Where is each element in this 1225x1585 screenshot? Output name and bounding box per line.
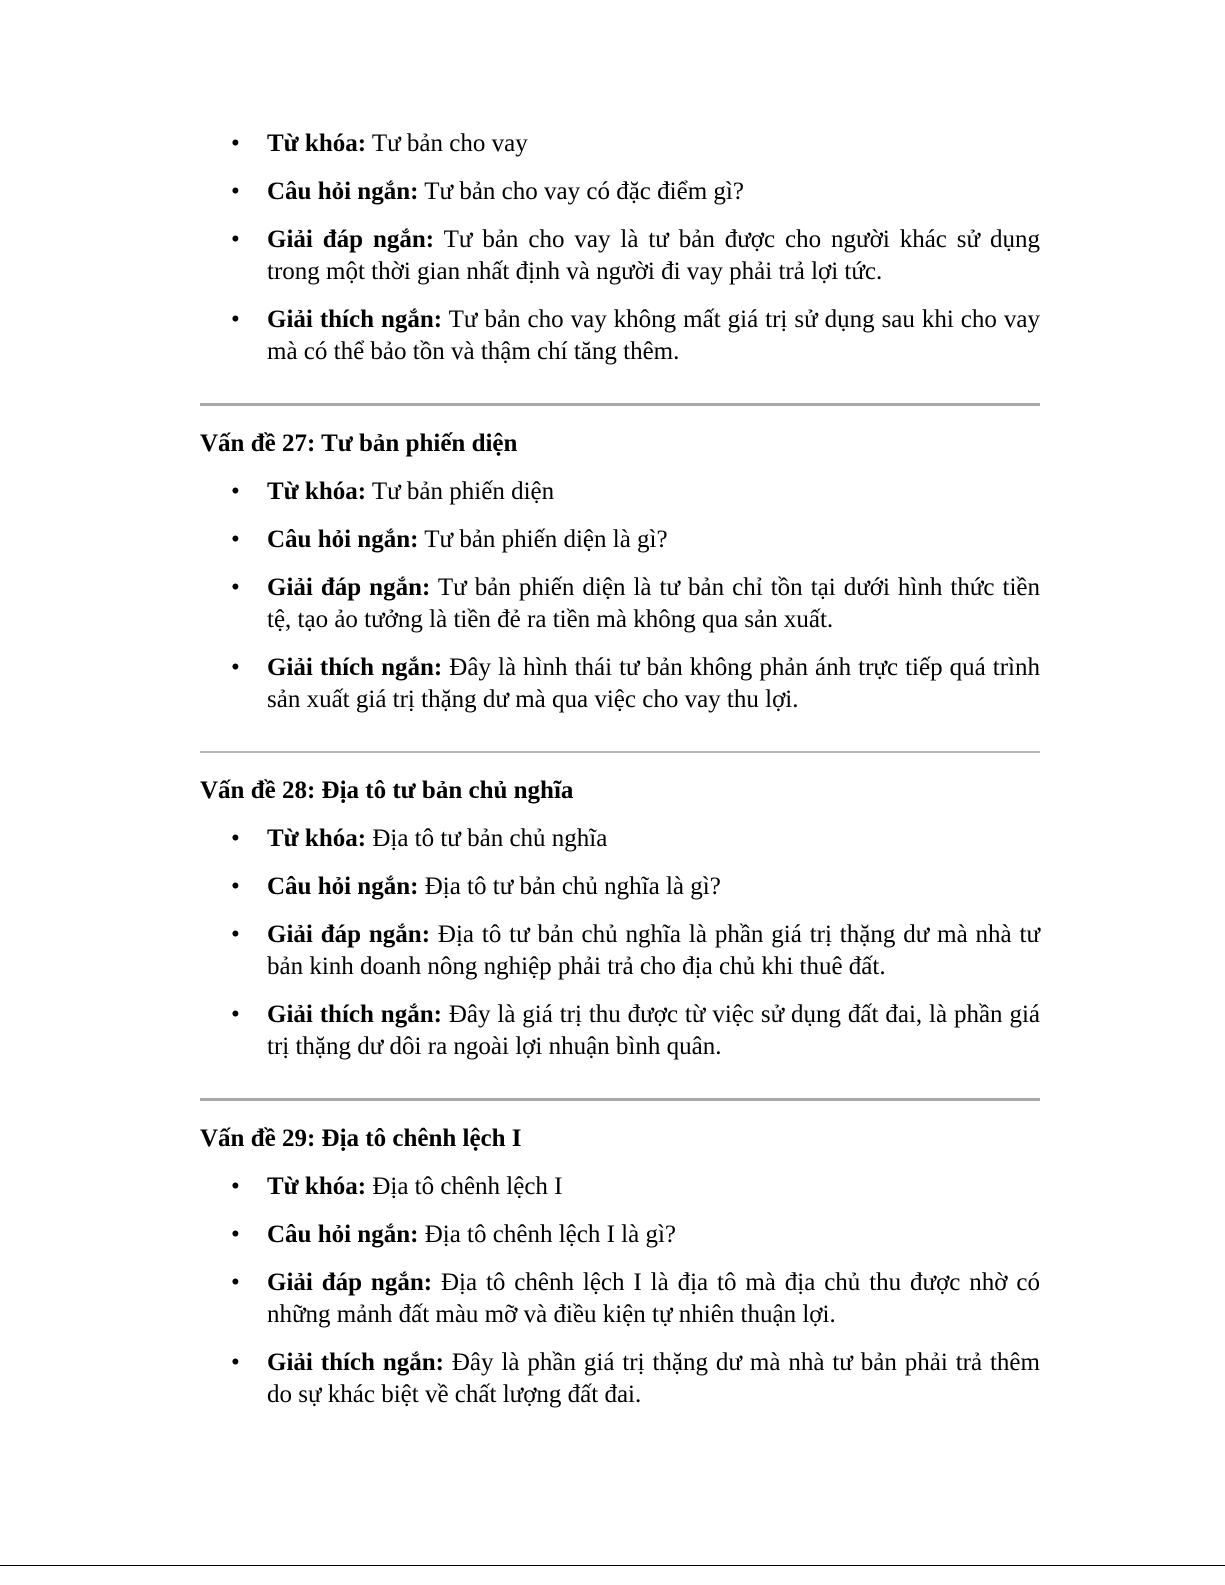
bullet-icon: • xyxy=(231,1349,240,1376)
item-text: Địa tô tư bản chủ nghĩa là gì? xyxy=(418,873,721,900)
item-text: Tư bản cho vay là tư bản được cho người khác sử dụng trong một thời gian nhất định và người đi vay phải trả lợi tức. xyxy=(267,226,1040,285)
item-list xyxy=(200,823,1040,1063)
item-label: Câu hỏi ngắn: xyxy=(267,526,419,553)
bullet-icon: • xyxy=(231,574,240,601)
list-item xyxy=(200,524,1040,556)
list-item xyxy=(200,1171,1040,1203)
item-label: Từ khóa: xyxy=(267,1173,367,1200)
bullet-icon: • xyxy=(231,478,240,505)
bullet-icon: • xyxy=(231,1269,240,1296)
item-label: Từ khóa: xyxy=(267,478,367,505)
bullet-icon: • xyxy=(231,1173,240,1200)
item-text: Tư bản cho vay có đặc điểm gì? xyxy=(418,178,744,205)
item-text: Tư bản phiến diện là tư bản chỉ tồn tại dưới hình thức tiền tệ, tạo ảo tưởng là tiền đẻ ra tiền mà không qua sản xuất. xyxy=(267,574,1041,633)
section-title: Vấn đề 27: Tư bản phiến diện xyxy=(200,430,518,457)
item-text: Tư bản cho vay xyxy=(366,130,528,157)
item-label: Câu hỏi ngắn: xyxy=(267,1221,419,1248)
item-list xyxy=(200,128,1040,368)
item-text: Địa tô chênh lệch I là gì? xyxy=(418,1221,676,1248)
item-label: Từ khóa: xyxy=(267,130,367,157)
item-text: Tư bản phiến diện xyxy=(366,478,555,505)
item-text: Địa tô tư bản chủ nghĩa xyxy=(366,825,608,852)
item-text: Tư bản phiến diện là gì? xyxy=(418,526,668,553)
bullet-icon: • xyxy=(231,526,240,553)
bullet-icon: • xyxy=(231,226,240,253)
item-label: Giải đáp ngắn: xyxy=(267,574,431,601)
item-list xyxy=(200,1171,1040,1411)
document-page xyxy=(200,128,1040,1427)
list-item xyxy=(200,304,1040,368)
list-item xyxy=(200,652,1040,716)
list-item xyxy=(200,176,1040,208)
bullet-icon: • xyxy=(231,825,240,852)
list-item xyxy=(200,224,1040,288)
item-text: Đây là hình thái tư bản không phản ánh trực tiếp quá trình sản xuất giá trị thặng dư mà qua việc cho vay thu lợi. xyxy=(267,654,1040,713)
item-label: Giải thích ngắn: xyxy=(267,654,443,681)
item-label: Giải thích ngắn: xyxy=(267,1349,444,1376)
item-label: Giải đáp ngắn: xyxy=(267,1269,433,1296)
item-label: Từ khóa: xyxy=(267,825,367,852)
item-text: Địa tô chênh lệch I xyxy=(366,1173,563,1200)
bullet-icon: • xyxy=(231,1221,240,1248)
section-title: Vấn đề 28: Địa tô tư bản chủ nghĩa xyxy=(200,777,574,804)
section-title: Vấn đề 29: Địa tô chênh lệch I xyxy=(200,1125,522,1152)
list-item xyxy=(200,823,1040,855)
item-label: Câu hỏi ngắn: xyxy=(267,873,419,900)
item-text: Địa tô chênh lệch I là địa tô mà địa chủ thu được nhờ có những mảnh đất màu mỡ và điều kiện tự nhiên thuận lợi. xyxy=(267,1269,1041,1328)
list-item xyxy=(200,871,1040,903)
item-label: Giải thích ngắn: xyxy=(267,1001,442,1028)
bullet-icon: • xyxy=(231,306,240,333)
item-label: Giải thích ngắn: xyxy=(267,306,443,333)
list-item xyxy=(200,919,1040,983)
item-list xyxy=(200,476,1040,716)
item-text: Đây là giá trị thu được từ việc sử dụng đất đai, là phần giá trị thặng dư dôi ra ngoài lợi nhuận bình quân. xyxy=(267,1001,1040,1060)
list-item xyxy=(200,999,1040,1063)
page-bottom-edge xyxy=(0,1565,1225,1566)
bullet-icon: • xyxy=(231,178,240,205)
item-text: Địa tô tư bản chủ nghĩa là phần giá trị thặng dư mà nhà tư bản kinh doanh nông nghiệp phải trả cho địa chủ khi thuê đất. xyxy=(267,921,1040,980)
bullet-icon: • xyxy=(231,1001,240,1028)
list-item xyxy=(200,476,1040,508)
item-label: Câu hỏi ngắn: xyxy=(267,178,419,205)
list-item xyxy=(200,572,1040,636)
list-item xyxy=(200,1219,1040,1251)
item-text: Tư bản cho vay không mất giá trị sử dụng sau khi cho vay mà có thể bảo tồn và thậm chí tăng thêm. xyxy=(267,306,1040,365)
bullet-icon: • xyxy=(231,654,240,681)
item-label: Giải đáp ngắn: xyxy=(267,921,431,948)
bullet-icon: • xyxy=(231,921,240,948)
list-item xyxy=(200,1347,1040,1411)
item-text: Đây là phần giá trị thặng dư mà nhà tư bản phải trả thêm do sự khác biệt về chất lượng đất đai. xyxy=(267,1349,1040,1408)
bullet-icon: • xyxy=(231,873,240,900)
item-label: Giải đáp ngắn: xyxy=(267,226,435,253)
list-item xyxy=(200,128,1040,160)
bullet-icon: • xyxy=(231,130,240,157)
list-item xyxy=(200,1267,1040,1331)
